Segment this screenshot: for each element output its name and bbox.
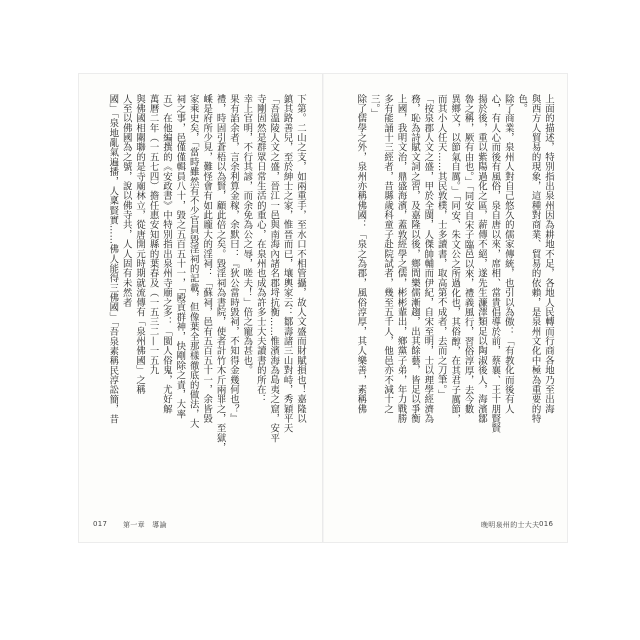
text-column: 三。」 [368,94,380,119]
text-column: 上國，我明文治，鼎盛海濱，蓋敦經學之儒，彬彬輩出，鄉黨子弟，年力戰勝 [395,94,407,424]
text-column: 「吾溫陵人文之盛，晉江一邑與南海內諸名郡埒抗衡……惟濱海為島夷之窟，安平 [268,94,280,443]
text-column: 多有能誦十三經者，昔縣歲科童子赴院試者，幾至五千人，他邑亦不減十之 [382,94,394,414]
text-column: 禮，時固引蒼梧以為賢，顧此倍之矣。毀淫祠為書院，使者計竹木斤兩罪之，至獄， [214,94,226,453]
right-page [325,74,565,542]
text-column: 人至以佛國為之號，說以佛寺共，人人固有未然者 [120,94,132,308]
text-column: 祠之事，邑僅僅輯員八十，毀之五百五十一，「殿貢群神，快剛除之責，大率 [174,94,186,419]
text-column: 色。 [516,94,528,114]
text-column: 下第。二山之支，如兩重手，至水口不相管攝，故人文盛而財賦損也！嘉隆以 [295,94,306,424]
page-number: 017 [93,520,108,528]
text-column: 萬曆二年（一五七四）擔任惠安知縣的葉春及（一五三二—一五九 [147,94,159,375]
text-column: 心，有人心而後有風俗，泉自唐以來，席相、當貴倡導於前，蔡襄、王十朋賢賢 [489,94,501,434]
text-column: 魯之稱，厥有由也。」「同安自宋子臨邑以來，禮義風行，習俗淳厚，去今數 [462,94,474,415]
text-column: 除了儒學之外，泉州亦稱佛國：「泉之為郡，風俗淳厚，其人樂善，素稱佛 [355,94,367,414]
text-column: 除了商業，泉州人對自己悠久的儒家傳統，也引以為傲：「有教化而後有人 [502,94,514,414]
text-column: 而其小人任天……其民敦樸，士多讀書，取高第不成者，去而之刀筆。」 [435,94,447,400]
text-column: 幸上官明，不行其諺，而余免為公之辱，嗟夫！」倍之寵為甚也。 [241,94,253,376]
running-head: 晚明泉州的士大夫 [481,521,540,529]
book-spread [79,74,567,542]
text-column: 務，恥為詩賦文詞之習，及嘉隆以後，鄉間樂儒漸趨，出其餘藝，皆足以爭衡 [408,94,420,424]
running-head: 第一章 導論 [123,521,167,529]
text-column: 鎮其路善兒，至於紳士之家，惟晉而已，壤輿家云：鄒壽諸三山對峙，秀穎平天 [281,94,293,434]
text-column: 異鄉文，以節氣自厲。」「同安、朱文公之所過化也，其俗醇，在其君子厲節， [449,94,461,424]
text-column: 揚於後，重以紫陽過化之區，薪傳不絕，遂先生濂澤類足以陶淑後人，海濱鄒 [475,94,487,424]
text-column: 寺剛固然是群眾日常生活的重心，在泉州也成為許多士大夫讀書的所在： [254,94,266,405]
text-column: 上面的描述，特別指出泉州因為耕地不足，各地人民轉而行商各地乃至出海 [543,94,554,414]
left-page-text [91,94,307,502]
page-number: 016 [539,520,554,528]
text-column: 國」「泉地亂氣遍播，人稟賢實……佛人能得三佛國」「吾泉素稱民淳訟簡，昔 [107,94,119,424]
left-page [79,74,319,542]
text-column: 家乘史矣，「當時雖然有不少官員毀淫祠的記載，但像葉全那樣徹底的做法，大 [187,94,199,429]
book-gutter [322,74,324,542]
text-column: 五）在他編撰的《安政書》中特別指出泉州寺廟之多：「閩人俗鬼，尤好解 [160,94,172,414]
text-column: 「按泉郡人文之盛，甲於全閩，人傑帥輔而伊紀，自宋至明，士以理學經濟為 [422,94,434,424]
text-column: 與西方人貿易的現象，這種對商業、貿易的依賴，是泉州文化中極為重要的特 [529,94,541,424]
text-column: 嵊是府所少見，難怪會有如此龐大的淫祠：「蘇祠，邑有五百五十一，余皆毀 [201,94,213,424]
right-page-text [335,94,555,502]
text-column: 與佛國相關聯的是寺廟林立，從唐開元時期就流傳有「泉州佛國」之稱 [134,94,146,395]
text-column: 果有諂余者，言余利算金稼，余默曰：『狄公當時毀祠，不知得金幾何也？』 [227,94,239,424]
